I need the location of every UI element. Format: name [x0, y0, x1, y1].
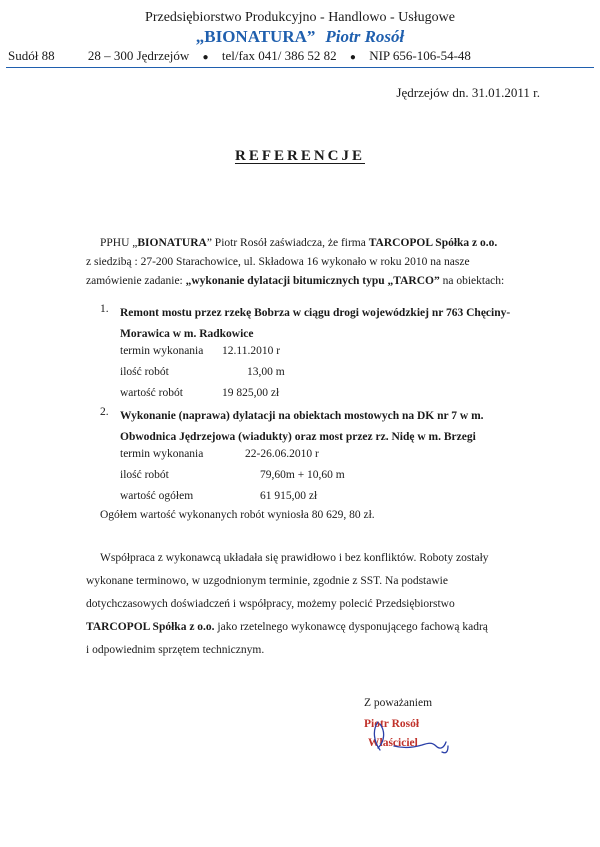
intro-line-3: [86, 272, 540, 291]
detail-label: wartość ogółem: [120, 490, 194, 502]
intro-line-1: [100, 234, 540, 253]
intro-contractor: TARCOPOL Spółka z o.o.: [368, 237, 498, 249]
letterhead-company: [0, 27, 600, 47]
detail-value: 79,60m + 10,60 m: [260, 469, 345, 481]
detail-value: 61 915,00 zł: [260, 490, 318, 502]
closing-contractor: TARCOPOL Spółka z o.o.: [86, 621, 215, 633]
letter-title: [0, 148, 600, 165]
bullet-icon: ●: [202, 52, 209, 63]
closing-paragraph: [86, 547, 540, 662]
intro-text: na obiektach:: [439, 275, 505, 287]
intro-task: „wykonanie dylatacji bitumicznych typu „TARCO”: [185, 275, 440, 287]
detail-label: ilość robót: [120, 469, 169, 481]
signature-icon: [350, 712, 470, 762]
detail-label: termin wykonania: [120, 448, 204, 460]
closing-line: dotychczasowych doświadczeń i współpracy, możemy polecić Przedsiębiorstwo: [86, 598, 455, 610]
letterhead-business-type: Przedsiębiorstwo Produkcyjno - Handlowo - Usługowe: [145, 10, 455, 25]
stamp-role: Właściciel: [368, 737, 418, 749]
item-number: 2.: [100, 406, 109, 418]
item-heading: [120, 406, 560, 448]
closing-text: jako rzetelnego wykonawcę dysponującego fachową kadrą: [214, 621, 488, 633]
item-heading: [120, 303, 560, 345]
intro-text: zamówienie zadanie:: [86, 275, 186, 287]
item-heading-line: Obwodnica Jędrzejowa (wiadukty) oraz most przez rz. Nidę w m. Brzegi: [120, 431, 476, 443]
item-heading-line: Wykonanie (naprawa) dylatacji na obiektach mostowych na DK nr 7 w m.: [120, 410, 484, 422]
item-heading-line: Remont mostu przez rzekę Bobrza w ciągu drogi wojewódzkiej nr 763 Chęciny-: [120, 307, 511, 319]
item-number: 1.: [100, 303, 109, 315]
intro-line-2: z siedzibą : 27-200 Starachowice, ul. Składowa 16 wykonało w roku 2010 na nasze: [86, 256, 470, 268]
detail-value: 12.11.2010 r: [222, 345, 281, 357]
intro-paragraph: [86, 234, 540, 291]
detail-value: 19 825,00 zł: [222, 387, 280, 399]
nip: NIP 656-106-54-48: [369, 48, 471, 63]
closing-line: Współpraca z wykonawcą układała się prawidłowo i bez konfliktów. Roboty zostały: [100, 552, 489, 564]
detail-label: wartość robót: [120, 387, 183, 399]
closing-line: wykonane terminowo, w uzgodnionym terminie, zgodnie z SST. Na podstawie: [86, 575, 448, 587]
letterhead-divider: [6, 67, 594, 68]
regards: Z poważaniem: [364, 697, 433, 709]
total-summary: Ogółem wartość wykonanych robót wyniosła 80 629, 80 zł.: [100, 509, 375, 521]
letter-date: Jędrzejów dn. 31.01.2011 r.: [396, 85, 540, 100]
detail-label: ilość robót: [120, 366, 169, 378]
detail-label: termin wykonania: [120, 345, 204, 357]
intro-text: ” Piotr Rosół zaświadcza, że firma: [206, 237, 369, 249]
item-heading-line: Morawica w m. Radkowice: [120, 328, 254, 340]
intro-text: PPHU „: [100, 237, 138, 249]
stamp-name: Piotr Rosół: [364, 718, 420, 730]
company-name: „BIONATURA”: [195, 27, 316, 46]
company-owner: Piotr Rosół: [325, 27, 405, 46]
closing-line: [86, 616, 540, 639]
detail-value: 13,00 m: [247, 366, 285, 378]
closing-line: i odpowiednim sprzętem technicznym.: [86, 644, 265, 656]
letterhead-contact: [8, 48, 592, 64]
postal-code: 28 – 300 Jędrzejów: [87, 48, 190, 63]
address: Sudół 88: [8, 48, 55, 63]
bullet-icon: ●: [349, 52, 356, 63]
detail-value: 22-26.06.2010 r: [245, 448, 319, 460]
intro-company: BIONATURA: [137, 237, 207, 249]
phone: tel/fax 041/ 386 52 82: [221, 48, 337, 63]
title-text: REFERENCJE: [234, 148, 365, 164]
